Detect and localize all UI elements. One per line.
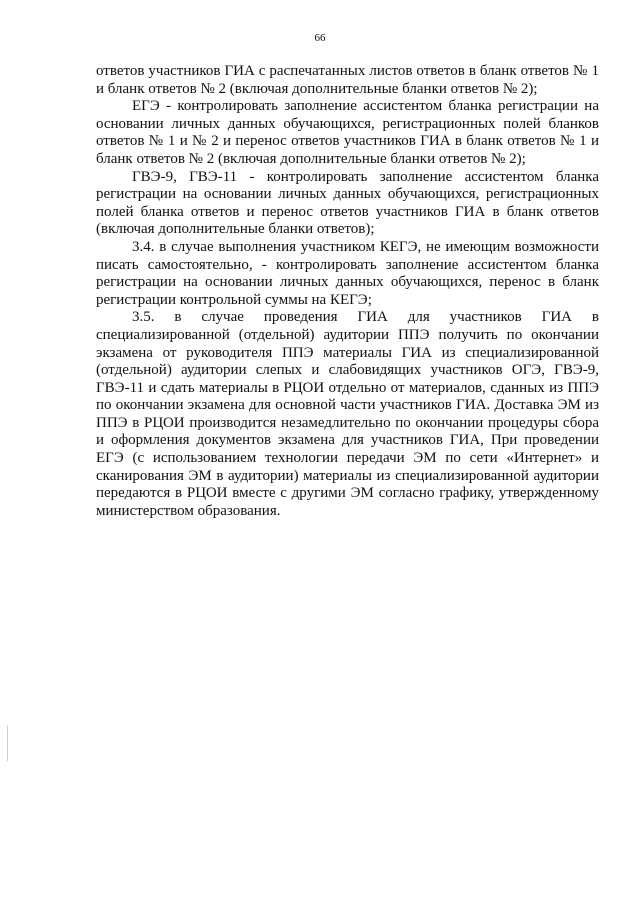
paragraph-3-4: 3.4. в случае выполнения участником КЕГЭ, не имеющим возможности писать самостоятельно, - контролировать заполнение ассистентом бланка регистрации на основании личных данных обучающихся, перенос в бланк регистрации контрольной суммы на КЕГЭ; xyxy=(96,238,599,308)
paragraph-ege: ЕГЭ - контролировать заполнение ассистентом бланка регистрации на основании личных данных обучающихся, регистрационных полей бланков ответов № 1 и № 2 и перенос ответов участников ГИА в бланк ответов № 1 и бланк ответов № 2 (включая дополнительные бланки ответов № 2); xyxy=(96,98,599,167)
paragraph-3-5: 3.5. в случае проведения ГИА для участников ГИА в специализированной (отдельной) аудитории ППЭ получить по окончании экзамена от руководителя ППЭ материалы ГИА из специализированной (отдельной) аудитории слепых и слабовидящих участников ОГЭ, ГВЭ-9, ГВЭ-11 и сдать материалы в РЦОИ отдельно от материалов, сданных из ППЭ по окончании экзамена для основной части участников ГИА. Доставка ЭМ из ППЭ в РЦОИ производится незамедлительно по окончании процедуры сбора и оформления документов экзамена для участников ГИА, При проведении ЕГЭ (с использованием технологии передачи ЭМ по сети «Интернет» и сканирования ЭМ в аудитории) материалы из специализированной аудитории передаются в РЦОИ вместе с другими ЭМ согласно графику, утвержденному министерством образования. xyxy=(96,309,599,519)
page-number: 66 xyxy=(314,32,326,44)
paragraph-answers-transfer: ответов участников ГИА с распечатанных листов ответов в бланк ответов № 1 и бланк ответов № 2 (включая дополнительные бланки ответов № 2); xyxy=(96,63,599,97)
document-body xyxy=(96,63,599,520)
scan-margin-mark xyxy=(7,725,8,761)
paragraph-gve: ГВЭ-9, ГВЭ-11 - контролировать заполнение ассистентом бланка регистрации на основании личных данных обучающихся, регистрационных полей бланка ответов и перенос ответов участников ГИА в бланк ответов (включая дополнительные бланки ответов); xyxy=(96,168,599,238)
